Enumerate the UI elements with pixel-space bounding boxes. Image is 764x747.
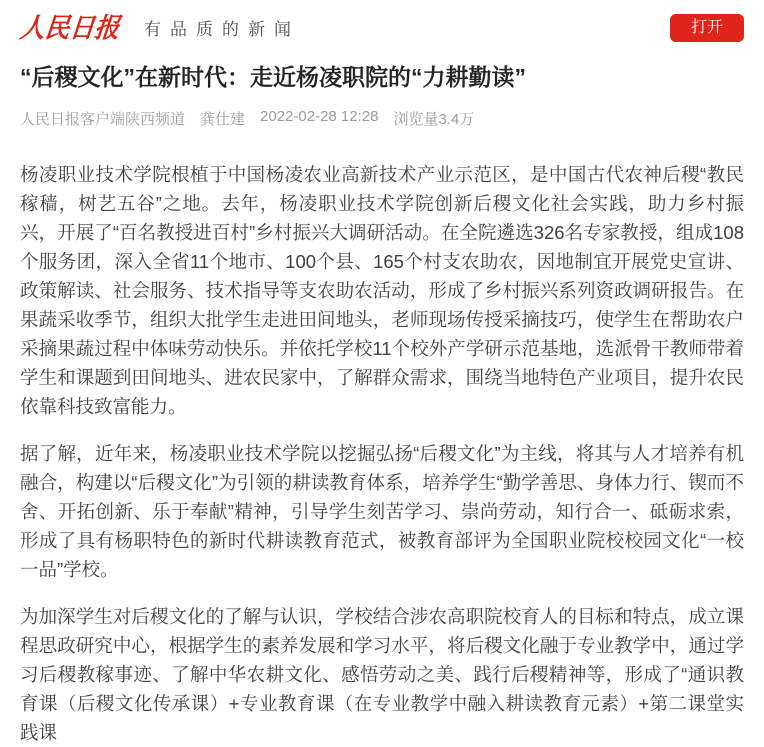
meta-views: 浏览量3.4万 xyxy=(393,111,475,129)
meta-source: 人民日报客户端陕西频道 xyxy=(20,111,186,129)
article-paragraph: 为加深学生对后稷文化的了解与认识，学校结合涉农高职院校育人的目标和特点，成立课程思政研究中心，根据学生的素养发展和学习水平，将后稷文化融于专业教学中，通过学习后稷教稼事迹、了解中华农耕文化、感悟劳动之美、践行后稷精神等，形成了“通识教育课（后稷文化传承课）+专业教育课（在专业教学中融入耕读教育元素）+第二课堂实践课 xyxy=(20,606,744,744)
article-paragraph: 据了解，近年来，杨凌职业技术学院以挖掘弘扬“后稷文化”为主线，将其与人才培养有机融合，构建以“后稷文化”为引领的耕读教育体系，培养学生“勤学善思、身体力行、锲而不舍、开拓创新、乐于奉献”精神，引导学生刻苦学习、崇尚劳动，知行合一、砥砺求索，形成了具有杨职特色的新时代耕读教育范式，被教育部评为全国职业院校校园文化“一校一品”学校。 xyxy=(20,443,744,581)
article-title: “后稷文化”在新时代：走近杨凌职院的“力耕勤读” xyxy=(20,64,526,90)
meta-datetime: 2022-02-28 12:28 xyxy=(260,108,379,126)
open-app-button[interactable]: 打开 xyxy=(670,14,744,42)
masthead-tagline: 有品质的新闻 xyxy=(144,19,300,39)
article-body xyxy=(20,160,744,747)
meta-author: 龚仕建 xyxy=(200,111,246,129)
article-meta xyxy=(20,108,744,129)
article-paragraph: 杨凌职业技术学院根植于中国杨凌农业高新技术产业示范区，是中国古代农神后稷“教民稼穑，树艺五谷”之地。去年，杨凌职业技术学院创新后稷文化社会实践，助力乡村振兴，开展了“百名教授进百村”乡村振兴大调研活动。在全院遴选326名专家教授，组成108个服务团，深入全省11个地市、100个县、165个村支农助农，因地制宜开展党史宣讲、政策解读、社会服务、技术指导等支农助农活动，形成了乡村振兴系列资政调研报告。在果蔬采收季节，组织大批学生走进田间地头，老师现场传授采摘技巧，使学生在帮助农户采摘果蔬过程中体味劳动快乐。并依托学校11个校外产学研示范基地，选派骨干教师带着学生和课题到田间地头、进农民家中，了解群众需求，围绕当地特色产业项目，提升农民依靠科技致富能力。 xyxy=(20,164,744,418)
page-header xyxy=(20,0,744,44)
masthead-link[interactable] xyxy=(18,12,300,44)
peoples-daily-logo[interactable]: 人民日报 xyxy=(18,12,121,44)
